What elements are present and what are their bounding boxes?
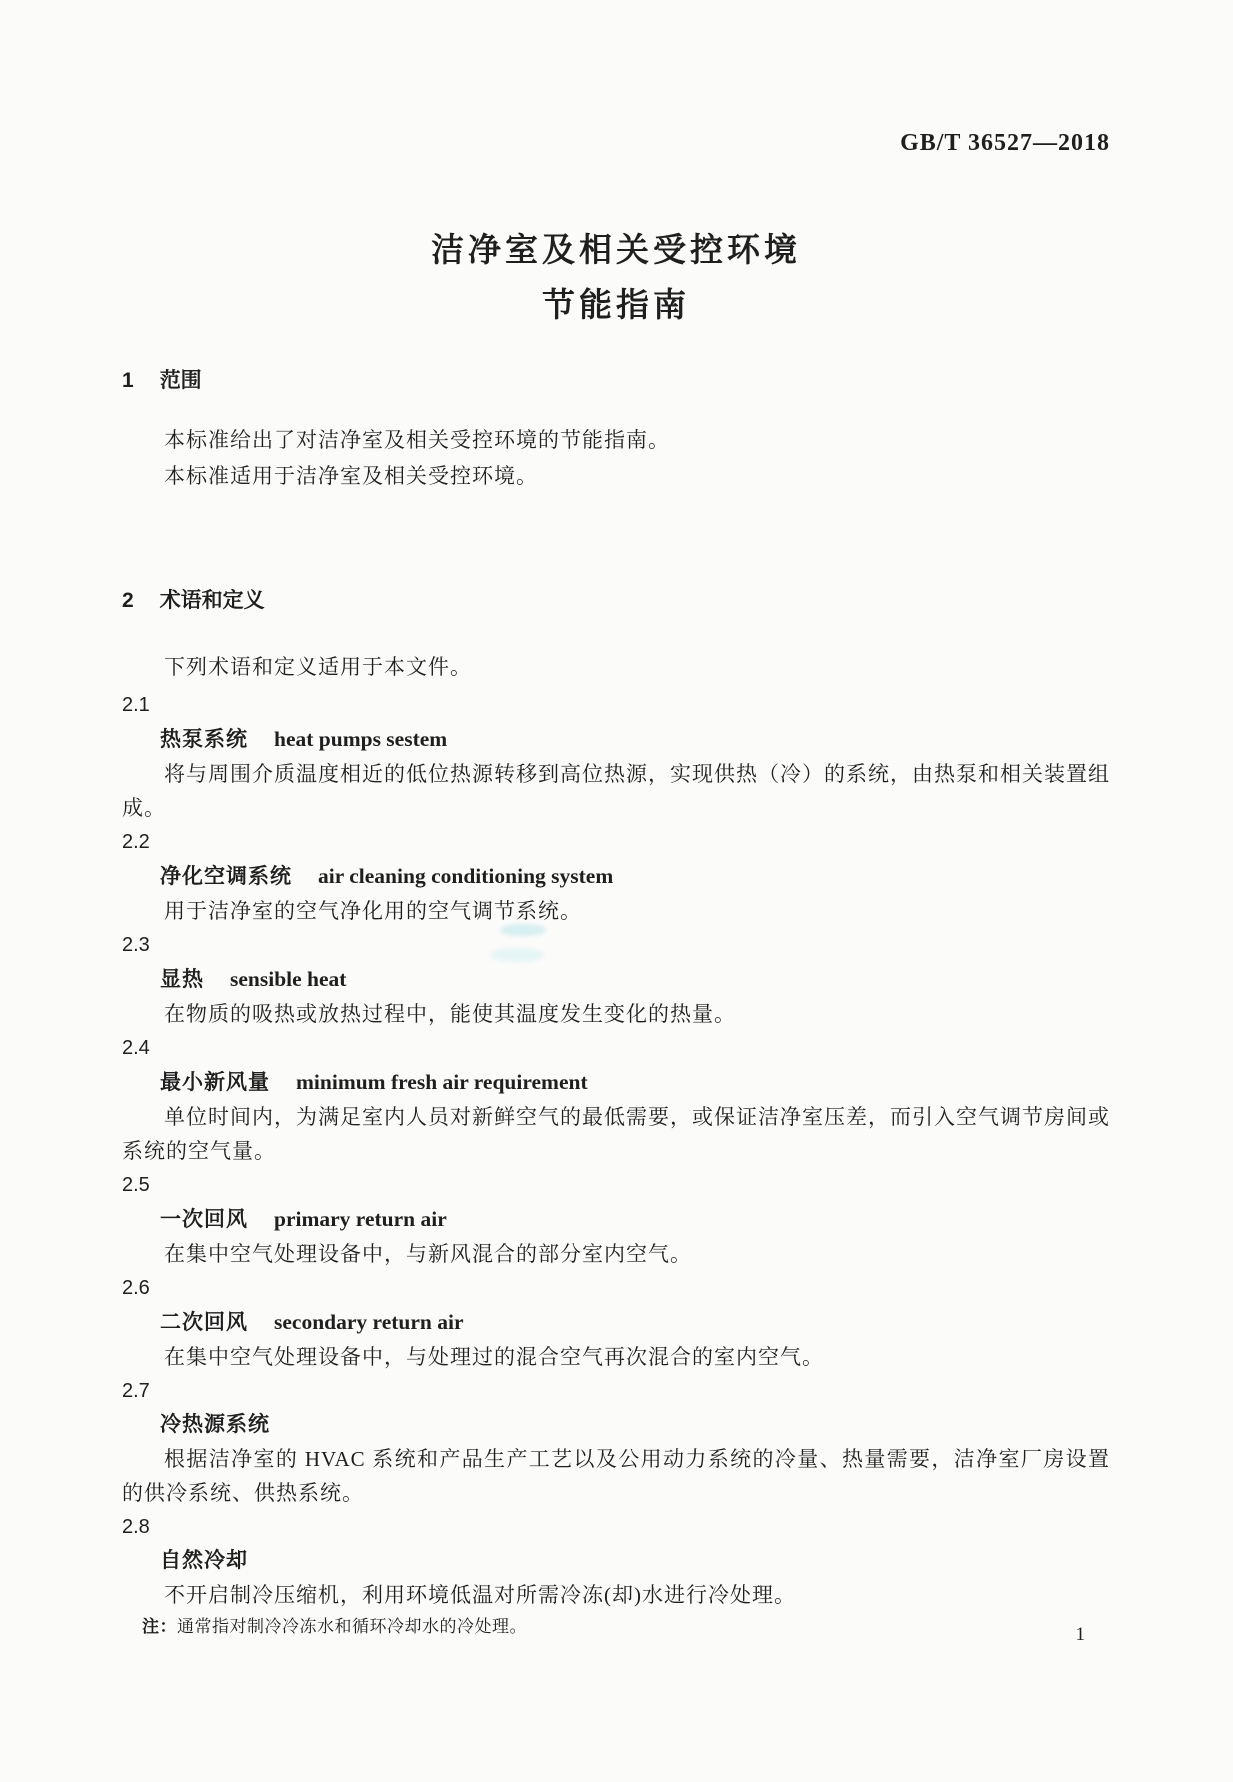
- note-label: 注：: [142, 1617, 177, 1636]
- term-name-zh: 净化空调系统: [160, 865, 292, 888]
- term-definition: 在集中空气处理设备中，与新风混合的部分室内空气。: [164, 1242, 692, 1266]
- term-id: 2.6: [122, 1277, 150, 1299]
- term-name-line: [122, 1202, 1110, 1237]
- section-2-title: 术语和定义: [159, 589, 265, 612]
- term-id: 2.8: [122, 1516, 150, 1538]
- term-id: 2.1: [122, 694, 150, 716]
- standard-number: GB/T 36527—2018: [900, 130, 1110, 156]
- term-definition: 在集中空气处理设备中，与处理过的混合空气再次混合的室内空气。: [164, 1345, 824, 1369]
- title-line-1: 洁净室及相关受控环境: [431, 231, 801, 268]
- term-entry-2-6: [122, 1271, 1110, 1374]
- term-name-en: secondary return air: [274, 1310, 464, 1334]
- section-2-heading: [122, 586, 1110, 616]
- scope-paragraph-1: 本标准给出了对洁净室及相关受控环境的节能指南。: [164, 428, 670, 452]
- term-definition: 根据洁净室的 HVAC 系统和产品生产工艺以及公用动力系统的冷量、热量需要，洁净室厂房设置的供冷系统、供热系统。: [122, 1447, 1110, 1505]
- term-name-line: [122, 1544, 1110, 1578]
- term-name-zh: 二次回风: [160, 1311, 248, 1334]
- term-name-line: [122, 1408, 1110, 1442]
- term-entry-2-7: [122, 1374, 1110, 1510]
- scope-paragraph-2: 本标准适用于洁净室及相关受控环境。: [164, 464, 538, 488]
- term-name-zh: 自然冷却: [160, 1549, 248, 1572]
- term-definition: 不开启制冷压缩机，利用环境低温对所需冷冻(却)水进行冷处理。: [164, 1583, 796, 1607]
- term-name-line: [122, 722, 1110, 757]
- term-name-line: [122, 859, 1110, 894]
- term-name-zh: 显热: [160, 968, 204, 991]
- term-id: 2.7: [122, 1380, 150, 1402]
- section-1-heading: [122, 366, 1110, 396]
- page-number: 1: [1075, 1624, 1085, 1645]
- term-name-line: [122, 1065, 1110, 1100]
- term-entry-2-2: [122, 825, 1110, 928]
- section-1-number: 1: [122, 369, 134, 392]
- scope-paragraphs: [122, 422, 1110, 494]
- term-entry-2-4: [122, 1031, 1110, 1168]
- term-id: 2.4: [122, 1037, 150, 1059]
- term-definition: 单位时间内，为满足室内人员对新鲜空气的最低需要，或保证洁净室压差，而引入空气调节房间或系统的空气量。: [122, 1105, 1110, 1163]
- title-line-2: 节能指南: [542, 286, 690, 323]
- document-title: [122, 222, 1110, 332]
- term-name-en: sensible heat: [230, 967, 347, 991]
- term-id: 2.5: [122, 1174, 150, 1196]
- term-name-line: [122, 1305, 1110, 1340]
- term-entry-2-8: [122, 1510, 1110, 1642]
- term-definition: 将与周围介质温度相近的低位热源转移到高位热源，实现供热（冷）的系统，由热泵和相关装置组成。: [122, 762, 1110, 820]
- term-name-zh: 一次回风: [160, 1208, 248, 1231]
- term-name-en: heat pumps sestem: [274, 727, 448, 751]
- term-name-line: [122, 962, 1110, 997]
- term-note: [122, 1612, 1110, 1642]
- term-name-zh: 热泵系统: [160, 728, 248, 751]
- term-name-en: primary return air: [274, 1207, 447, 1231]
- term-name-en: air cleaning conditioning system: [318, 864, 614, 888]
- section-1-title: 范围: [159, 369, 202, 392]
- term-id: 2.2: [122, 831, 150, 853]
- term-name-en: minimum fresh air requirement: [296, 1070, 588, 1094]
- term-name-zh: 最小新风量: [160, 1071, 270, 1094]
- terms-intro: 下列术语和定义适用于本文件。: [164, 655, 472, 679]
- term-definition: 在物质的吸热或放热过程中，能使其温度发生变化的热量。: [164, 1002, 736, 1026]
- term-entry-2-5: [122, 1168, 1110, 1271]
- term-definition: 用于洁净室的空气净化用的空气调节系统。: [164, 899, 582, 923]
- term-id: 2.3: [122, 934, 150, 956]
- terms-list: [122, 688, 1110, 1642]
- term-name-zh: 冷热源系统: [160, 1413, 270, 1436]
- note-text: 通常指对制冷冷冻水和循环冷却水的冷处理。: [177, 1617, 527, 1636]
- term-entry-2-3: [122, 928, 1110, 1031]
- term-entry-2-1: [122, 688, 1110, 825]
- section-2-number: 2: [122, 589, 134, 612]
